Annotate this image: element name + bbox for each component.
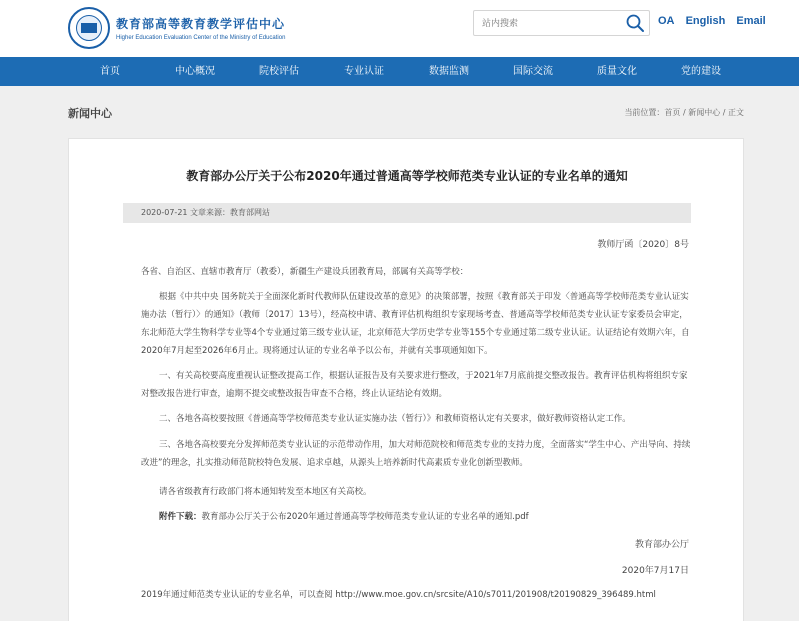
top-links bbox=[658, 15, 774, 27]
section-title: 新闻中心 bbox=[68, 107, 112, 120]
breadcrumb[interactable]: 当前位置：首页 / 新闻中心 / 正文 bbox=[624, 108, 744, 117]
nav-quality-culture[interactable]: 质量文化 bbox=[597, 66, 637, 77]
paragraph-4: 三、各地各高校要充分发挥师范类专业认证的示范带动作用，加大对师范院校和师范类专业的支持力度，全面落实“学生中心、产出导向、持续改进”的理念，扎实推动师范院校特色发展、追求卓越，从源头上培养新时代高素质专业化创新型教师。 bbox=[141, 440, 691, 468]
main-nav bbox=[0, 57, 799, 86]
english-link[interactable]: English bbox=[685, 15, 726, 27]
search-icon[interactable] bbox=[625, 13, 645, 33]
nav-home[interactable]: 首页 bbox=[100, 66, 120, 77]
article-title: 教育部办公厅关于公布2020年通过普通高等学校师范类专业认证的专业名单的通知 bbox=[186, 169, 628, 183]
logo-title-cn: 教育部高等教育教学评估中心 bbox=[116, 17, 286, 31]
search-input[interactable] bbox=[474, 12, 614, 36]
search-box bbox=[473, 10, 650, 36]
oa-link[interactable]: OA bbox=[658, 15, 675, 27]
attachment bbox=[141, 508, 692, 526]
signature-org: 教育部办公厅 bbox=[634, 540, 689, 550]
sub-header bbox=[0, 86, 799, 136]
nav-program-accreditation[interactable]: 专业认证 bbox=[344, 66, 384, 77]
paragraph-1: 根据《中共中央 国务院关于全面深化新时代教师队伍建设改革的意见》的决策部署，按照《教育部关于印发〈普通高等学校师范类专业认证实施办法（暂行）〉的通知》（教师〔2017〕13号），经高校申请、教育评估机构组织专家现场考查、普通高等学校师范类专业认证专家委员会审定，东北师范大学生物科学专业等4个专业通过第三级专业认证，北京师范大学历史学专业等155个专业通过第二级专业认证。认证结论有效期六年，自2020年7月起至2026年6月止。现将通过认证的专业名单予以公布，并就有关事项通知如下。 bbox=[141, 292, 690, 356]
nav-institution-evaluation[interactable]: 院校评估 bbox=[259, 66, 299, 77]
reference-note[interactable]: 2019年通过师范类专业认证的专业名单，可以查阅 http://www.moe.gov.cn/srcsite/A10/s7011/201908/t20190829_396489.html bbox=[141, 590, 656, 600]
nav-data-monitoring[interactable]: 数据监测 bbox=[429, 66, 469, 77]
nav-party-building[interactable]: 党的建设 bbox=[681, 66, 721, 77]
nav-about[interactable]: 中心概况 bbox=[175, 66, 215, 77]
paragraph-5: 请各省级教育行政部门将本通知转发至本地区有关高校。 bbox=[159, 487, 372, 497]
paragraph-3: 二、各地各高校要按照《普通高等学校师范类专业认证实施办法（暂行）》和教师资格认定有关要求，做好教师资格认定工作。 bbox=[159, 414, 631, 424]
site-header bbox=[0, 0, 799, 57]
email-link[interactable]: Email bbox=[736, 15, 766, 27]
attachment-label: 附件下载： bbox=[159, 512, 202, 522]
site-logo[interactable] bbox=[68, 6, 285, 50]
article-meta: 2020-07-21 文章来源：教育部网站 bbox=[123, 203, 691, 223]
article-card bbox=[68, 138, 744, 621]
paragraph-2: 一、有关高校要高度重视认证整改提高工作，根据认证报告及有关要求进行整改，于2021年7月底前提交整改报告。教育评估机构将组织专家对整改报告进行审查，逾期不提交或整改报告审查不合格，终止认证结论有效期。 bbox=[141, 371, 688, 399]
signature-date: 2020年7月17日 bbox=[621, 566, 689, 576]
document-number: 教师厅函〔2020〕8号 bbox=[597, 240, 689, 250]
logo-emblem-icon bbox=[68, 7, 110, 49]
salutation: 各省、自治区、直辖市教育厅（教委），新疆生产建设兵团教育局，部属有关高等学校： bbox=[141, 267, 469, 277]
attachment-link[interactable]: 教育部办公厅关于公布2020年通过普通高等学校师范类专业认证的专业名单的通知.pdf bbox=[201, 512, 529, 522]
logo-title-en: Higher Education Evaluation Center of the Ministry of Education bbox=[116, 35, 286, 41]
nav-international[interactable]: 国际交流 bbox=[513, 66, 553, 77]
